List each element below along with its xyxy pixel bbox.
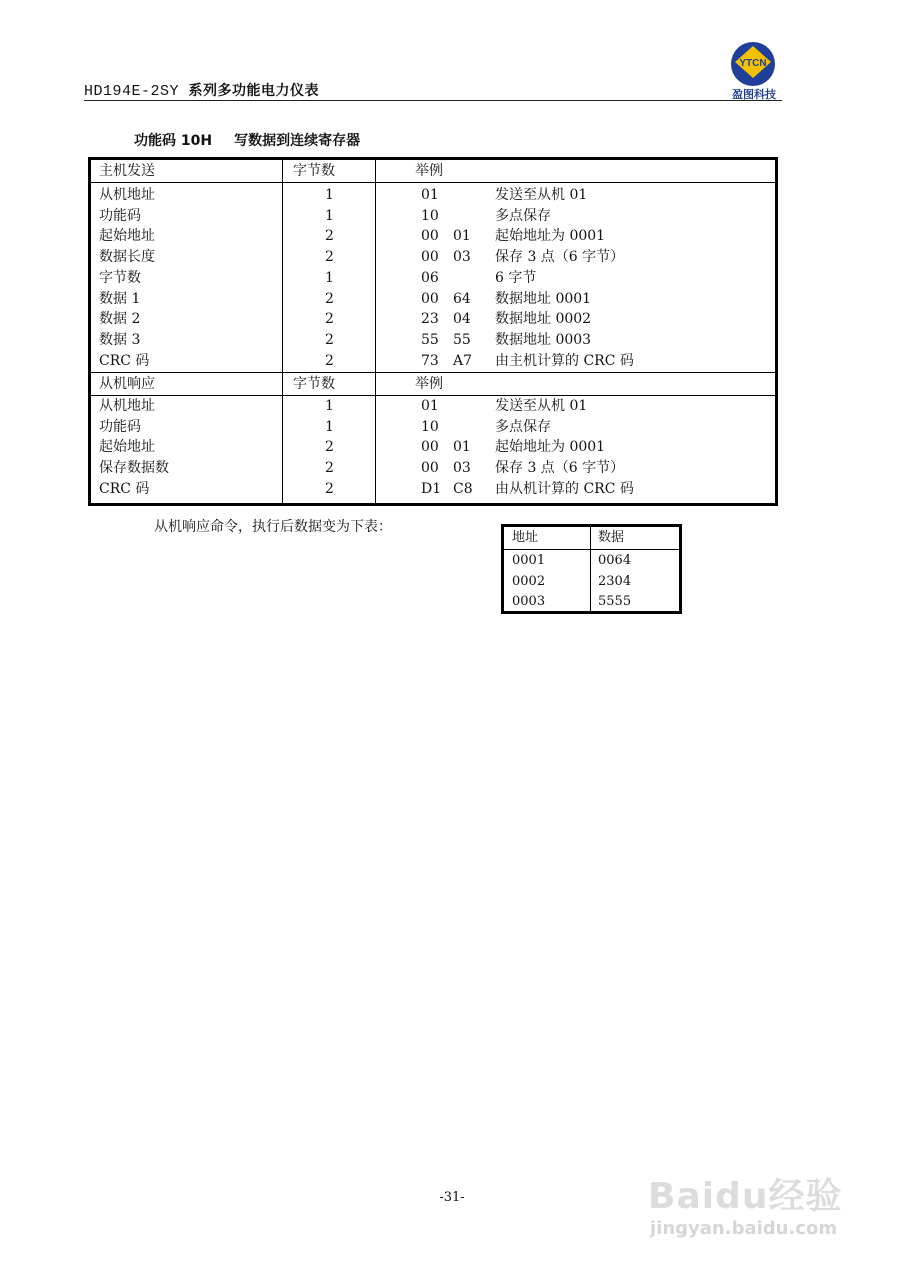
section-title — [134, 130, 360, 150]
cell-ex1: D1 — [421, 480, 442, 497]
cell-ex1: 00 — [421, 228, 439, 245]
cell-desc: 6 字节 — [495, 269, 537, 286]
cell-desc: 数据地址 0002 — [495, 311, 592, 328]
cell-field: 数据长度 — [99, 249, 155, 266]
cell-field: 起始地址 — [99, 228, 155, 245]
cell-ex1: 00 — [421, 249, 439, 266]
table-row — [504, 592, 679, 613]
header-cell: 从机响应 — [99, 376, 155, 392]
table-row — [91, 309, 775, 330]
table-row — [91, 247, 775, 268]
header-cell: 字节数 — [293, 376, 335, 392]
cell-bytes: 2 — [325, 249, 334, 266]
cell-ex2: 01 — [453, 228, 471, 245]
cell-ex1: 00 — [421, 439, 439, 456]
ytcn-logo-icon — [727, 40, 779, 92]
table-row — [504, 572, 679, 593]
cell-field: 字节数 — [99, 269, 141, 286]
cell-desc: 由主机计算的 CRC 码 — [495, 352, 634, 369]
table-row — [91, 268, 775, 289]
table-row — [91, 330, 775, 351]
cell-bytes: 1 — [325, 269, 334, 286]
cell-addr: 0003 — [512, 594, 546, 610]
cell-ex1: 10 — [421, 418, 439, 435]
cell-addr: 0001 — [512, 553, 546, 568]
table-row — [91, 479, 775, 500]
cell-bytes: 1 — [325, 187, 334, 203]
result-header-row — [504, 527, 679, 550]
cell-bytes: 1 — [325, 207, 334, 224]
cell-ex1: 06 — [421, 269, 439, 286]
header-cell: 数据 — [598, 530, 625, 545]
cell-addr: 0002 — [512, 573, 546, 589]
cell-field: CRC 码 — [99, 352, 150, 369]
cell-ex2: A7 — [453, 352, 473, 369]
cell-ex1: 01 — [421, 187, 439, 203]
table-row — [91, 417, 775, 438]
cell-data: 5555 — [598, 594, 632, 610]
cell-desc: 多点保存 — [495, 418, 551, 435]
modbus-frame-table — [88, 157, 778, 506]
cell-desc: 起始地址为 0001 — [495, 439, 606, 456]
cell-ex2: 03 — [453, 249, 471, 266]
cell-ex2: 64 — [453, 290, 471, 307]
cell-desc: 保存 3 点（6 字节） — [495, 249, 625, 266]
document-header — [84, 80, 319, 100]
result-data-table — [501, 524, 682, 614]
cell-desc: 起始地址为 0001 — [495, 228, 606, 245]
cell-bytes: 2 — [325, 311, 334, 328]
cell-field: 数据 1 — [99, 290, 141, 307]
cell-field: 从机地址 — [99, 398, 155, 414]
header-cell: 地址 — [512, 530, 539, 545]
cell-bytes: 1 — [325, 398, 334, 414]
cell-field: 功能码 — [99, 418, 141, 435]
page-number: -31- — [439, 1190, 465, 1205]
cell-desc: 多点保存 — [495, 207, 551, 224]
cell-ex2: 04 — [453, 311, 471, 328]
cell-ex2: 01 — [453, 439, 471, 456]
cell-ex1: 01 — [421, 398, 439, 414]
cell-desc: 发送至从机 01 — [495, 187, 588, 203]
cell-bytes: 2 — [325, 439, 334, 456]
cell-field: 从机地址 — [99, 187, 155, 203]
cell-field: CRC 码 — [99, 480, 150, 497]
cell-ex1: 55 — [421, 331, 439, 348]
cell-desc: 数据地址 0003 — [495, 331, 592, 348]
table-row — [91, 226, 775, 247]
table-row — [91, 437, 775, 458]
table-row — [91, 206, 775, 227]
slave-header-row — [91, 372, 775, 396]
cell-ex2: 03 — [453, 460, 471, 477]
header-divider — [84, 100, 782, 101]
cell-desc: 由从机计算的 CRC 码 — [495, 480, 634, 497]
table-row — [91, 289, 775, 310]
cell-bytes: 2 — [325, 460, 334, 477]
cell-data: 0064 — [598, 553, 632, 568]
header-cell: 举例 — [415, 376, 443, 392]
company-name: 盈图科技 — [732, 88, 776, 101]
baidu-watermark: Baidu经验 — [648, 1176, 843, 1217]
cell-field: 起始地址 — [99, 439, 155, 456]
cell-bytes: 1 — [325, 418, 334, 435]
table-row — [91, 185, 775, 206]
table-row — [91, 351, 775, 372]
cell-desc: 保存 3 点（6 字节） — [495, 460, 625, 477]
cell-bytes: 2 — [325, 480, 334, 497]
model-number: HD194E-2SY — [84, 83, 180, 100]
table-row — [91, 396, 775, 417]
cell-ex1: 00 — [421, 460, 439, 477]
cell-ex1: 00 — [421, 290, 439, 307]
function-code: 功能码 10H — [134, 133, 213, 149]
cell-field: 功能码 — [99, 207, 141, 224]
series-title: 系列多功能电力仪表 — [188, 83, 320, 99]
cell-desc: 发送至从机 01 — [495, 398, 588, 414]
cell-bytes: 2 — [325, 228, 334, 245]
response-note: 从机响应命令，执行后数据变为下表： — [154, 519, 392, 535]
table-row — [504, 551, 679, 572]
header-cell: 主机发送 — [99, 163, 155, 179]
cell-bytes: 2 — [325, 331, 334, 348]
header-cell: 举例 — [415, 163, 443, 179]
header-cell: 字节数 — [293, 163, 335, 179]
cell-desc: 数据地址 0001 — [495, 290, 592, 307]
watermark-url: jingyan.baidu.com — [650, 1218, 838, 1239]
cell-ex2: C8 — [453, 480, 473, 497]
cell-field: 数据 2 — [99, 311, 141, 328]
cell-ex1: 73 — [421, 352, 439, 369]
cell-bytes: 2 — [325, 290, 334, 307]
logo-text: YTCN — [739, 58, 767, 69]
cell-ex1: 23 — [421, 311, 439, 328]
cell-ex2: 55 — [453, 331, 471, 348]
cell-ex1: 10 — [421, 207, 439, 224]
table-row — [91, 458, 775, 479]
cell-field: 保存数据数 — [99, 460, 169, 477]
master-header-row — [91, 160, 775, 183]
cell-data: 2304 — [598, 573, 632, 589]
function-description: 写数据到连续寄存器 — [234, 133, 361, 149]
cell-field: 数据 3 — [99, 331, 141, 348]
cell-bytes: 2 — [325, 352, 334, 369]
